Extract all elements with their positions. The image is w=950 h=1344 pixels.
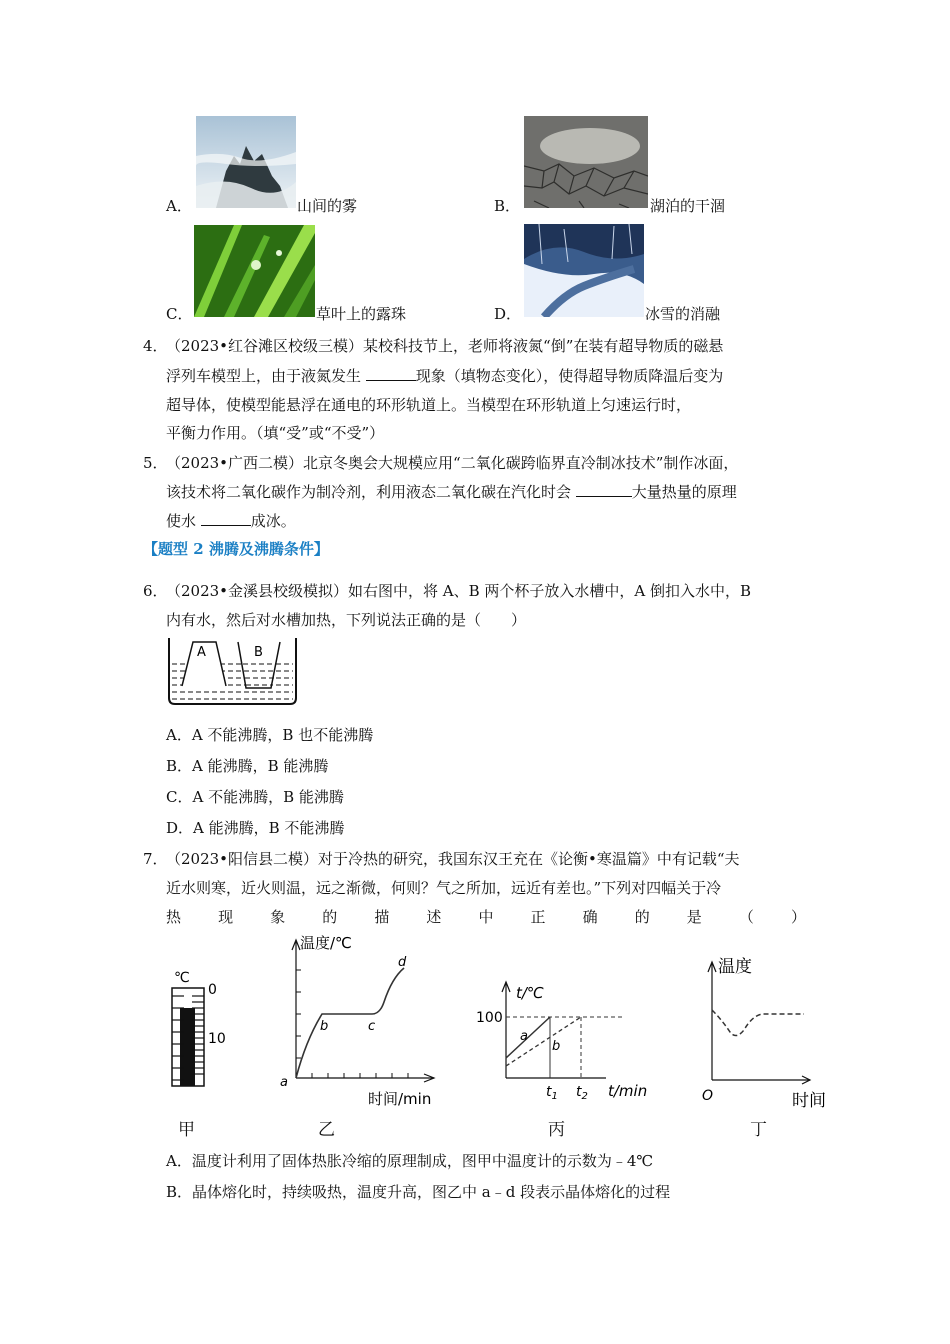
- tick-t2: $t_2$: [576, 1084, 588, 1102]
- melting-snow-photo: [524, 224, 644, 317]
- q4-line-3: 超导体，使模型能悬浮在通电的环形轨道上。当模型在环形轨道上匀速运行时，: [166, 396, 692, 414]
- axis-xlabel: t/min: [608, 1082, 648, 1100]
- q3-option-c: C．: [166, 305, 193, 323]
- q4-line-2b: 现象（填物态变化），使得超导物质降温后变为: [415, 367, 724, 385]
- axis-xlabel: 时间: [792, 1091, 826, 1110]
- answer-blank[interactable]: [366, 380, 416, 381]
- point-a-label: a: [280, 1075, 288, 1090]
- figure-caption-ding: 丁: [750, 1120, 767, 1140]
- answer-blank[interactable]: [201, 525, 251, 526]
- axis-ylabel: t/℃: [516, 984, 544, 1002]
- q3-option-c-caption: 草叶上的露珠: [316, 305, 407, 323]
- line-a-label: a: [520, 1029, 528, 1044]
- dew-on-grass-photo: [194, 225, 315, 317]
- q3-option-a: [166, 195, 192, 216]
- q6-line-1: （2023•金溪县校级模拟）如右图中，将 A、B 两个杯子放入水槽中，A 倒扣入水中，B: [166, 582, 752, 600]
- axis-ylabel: 温度/℃: [300, 934, 352, 952]
- section-heading: 【题型 2 沸腾及沸腾条件】: [143, 540, 329, 558]
- question-number: 6．: [143, 582, 168, 600]
- figure-caption-yi: 乙: [318, 1120, 335, 1140]
- temperature-time-figure: [698, 950, 834, 1110]
- q3-option-a-caption: 山间的雾: [297, 197, 358, 215]
- q4-line-2a: 浮列车模型上，由于液氮发生: [166, 367, 366, 385]
- point-d-label: d: [398, 955, 407, 970]
- question-number: 4．: [143, 337, 168, 355]
- q6-line-2: 内有水，然后对水槽加热，下列说法正确的是（ ）: [166, 611, 527, 629]
- q6-option-d: D．A 能沸腾，B 不能沸腾: [166, 819, 345, 837]
- q4-line-4: 平衡力作用。（填“受”或“不受”）: [166, 424, 385, 442]
- point-c-label: c: [368, 1019, 376, 1034]
- cup-a-label: A: [197, 645, 206, 660]
- figure-caption-jia: 甲: [178, 1120, 195, 1140]
- point-b-label: b: [320, 1019, 329, 1034]
- q6-option-b: B．A 能沸腾，B 能沸腾: [166, 757, 329, 775]
- q6-option-a: A．A 不能沸腾，B 也不能沸腾: [166, 726, 374, 744]
- thermometer-tick-10: 10: [208, 1031, 226, 1047]
- cup-b-label: B: [254, 645, 263, 660]
- q7-option-b: B．晶体熔化时，持续吸热，温度升高，图乙中 a﹣d 段表示晶体熔化的过程: [166, 1183, 671, 1201]
- q4-line-1: （2023•红谷滩区校级三模）某校科技节上，老师将液氮“倒”在装有超导物质的磁悬: [166, 337, 724, 355]
- heating-graph-figure: [474, 976, 660, 1106]
- thermometer-tick-0: 0: [208, 982, 217, 998]
- q5-line-3: [166, 510, 296, 531]
- axis-xlabel: 时间/min: [368, 1090, 432, 1108]
- axis-tick-100: 100: [476, 1010, 503, 1026]
- melting-curve-figure: [276, 930, 442, 1108]
- q5-line-3a: 使水: [166, 512, 201, 530]
- water-trough-diagram: [166, 636, 298, 708]
- q3-option-d: D．: [494, 305, 522, 323]
- q7-line-2: 近水则寒，近火则温，远之渐微，何则？气之所加，远近有差也。”下列对四幅关于冷: [166, 879, 722, 897]
- thermometer-unit: ℃: [174, 970, 190, 986]
- q5-line-2a: 该技术将二氧化碳作为制冷剂，利用液态二氧化碳在汽化时会: [166, 483, 576, 501]
- line-b-label: b: [552, 1039, 561, 1054]
- q7-line-1: （2023•阳信县二模）对于冷热的研究，我国东汉王充在《论衡•寒温篇》中有记载“夫: [166, 850, 740, 868]
- origin-label: O: [702, 1088, 714, 1104]
- q4-line-2: [166, 365, 723, 386]
- figure-caption-bing: 丙: [548, 1120, 565, 1140]
- q3-option-b-caption: 湖泊的干涸: [650, 197, 726, 215]
- q7-line-3: 热 现 象 的 描 述 中 正 确 的 是 （ ）: [166, 908, 806, 926]
- q3-option-d-caption: 冰雪的消融: [645, 305, 721, 323]
- thermometer-figure: [162, 962, 242, 1098]
- axis-ylabel: 温度: [718, 957, 752, 977]
- q5-line-2: [166, 481, 737, 502]
- option-letter: A．: [166, 197, 192, 215]
- q5-line-2b: 大量热量的原理: [631, 483, 737, 501]
- tick-t1: $t_1$: [546, 1084, 558, 1102]
- q7-option-a: A．温度计利用了固体热胀冷缩的原理制成，图甲中温度计的示数为﹣4℃: [166, 1152, 654, 1170]
- question-number: 5．: [143, 454, 168, 472]
- q6-option-c: C．A 不能沸腾，B 能沸腾: [166, 788, 344, 806]
- q5-line-1: （2023•广西二模）北京冬奥会大规模应用“二氧化碳跨临界直冷制冰技术”制作冰面，: [166, 454, 739, 472]
- question-number: 7．: [143, 850, 168, 868]
- q3-option-b: B．: [494, 197, 521, 215]
- answer-blank[interactable]: [576, 496, 632, 497]
- q5-line-3b: 成冰。: [250, 512, 296, 530]
- dried-lake-photo: [524, 116, 648, 208]
- mountain-fog-photo: [196, 116, 296, 208]
